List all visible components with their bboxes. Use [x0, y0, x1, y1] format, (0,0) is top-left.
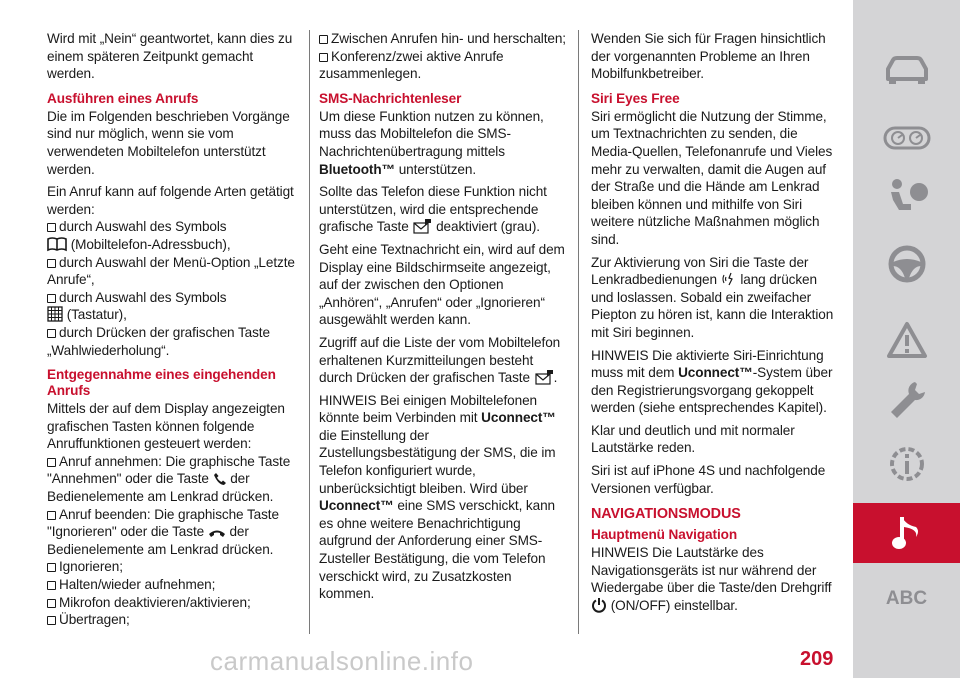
- brand-bluetooth: Bluetooth™: [319, 161, 396, 177]
- chapter-tab-multimedia[interactable]: [853, 503, 960, 563]
- bullet-item: durch Drücken der grafischen Taste „Wahlwiederholung“.: [47, 324, 270, 358]
- bullet-item: Halten/wieder aufnehmen;: [47, 576, 299, 594]
- bullet-box-icon: [47, 259, 56, 268]
- paragraph: Zur Aktivierung von Siri die Taste der Lenkradbedienungen lang drücken und loslassen. Sobald ein zweifacher Piepton zu hören ist, kann die Interaktion mit Siri beginnen.: [591, 254, 834, 340]
- bullet-box-icon: [47, 223, 56, 232]
- paragraph: Klar und deutlich und mit normaler Lautstärke reden.: [591, 422, 795, 456]
- bullet-item: durch Auswahl des Symbols: [47, 289, 299, 307]
- brand-uconnect: Uconnect™: [481, 410, 556, 426]
- chapter-tab-dashboard[interactable]: [853, 108, 960, 168]
- column-divider: [309, 30, 310, 634]
- paragraph: Geht eine Textnachricht ein, wird auf dem Display eine Bildschirmseite angezeigt, auf der zwischen den Optionen „Anhören“, „Anrufen“ oder „Ignorieren“ ausgewählt werden kann.: [319, 241, 565, 328]
- bullet-item: Übertragen;: [47, 611, 299, 629]
- bullet-item: durch Auswahl des Symbols: [47, 218, 299, 236]
- keypad-icon: [47, 306, 63, 322]
- paragraph: Zugriff auf die Liste der vom Mobiltelefon erhaltenen Kurzmitteilungen besteht durch Drücken der grafischen Taste .: [319, 334, 561, 386]
- chapter-tab-maintenance[interactable]: [853, 370, 960, 430]
- paragraph: Siri ermöglicht die Nutzung der Stimme, um Textnachrichten zu senden, die Media-Quellen, Telefonanrufe und Vieles mehr zu verwalten, damit die Augen auf der Straße und die Hände am Lenkrad bleiben können und mithilfe von Siri weitere nützliche Maßnahmen möglich sind.: [591, 108, 833, 247]
- heading-incoming-call: Entgegennahme eines eingehenden Anrufs: [47, 367, 276, 399]
- bullet-box-icon: [47, 616, 56, 625]
- phonebook-icon: [47, 236, 67, 252]
- bullet-box-icon: [319, 53, 328, 62]
- bullet-item: Anruf annehmen: Die graphische Taste "Annehmen" oder die Taste der Bedienelemente am Lenkrad drücken.: [47, 453, 291, 505]
- airbag-icon: [885, 178, 929, 218]
- paragraph: Mittels der auf dem Display angezeigten grafischen Tasten können folgende Anruffunktionen gesteuert werden:: [47, 401, 285, 452]
- watermark: carmanualsonline.info: [210, 646, 474, 676]
- bullet-item: Ignorieren;: [47, 558, 299, 576]
- heading-sms-reader: SMS-Nachrichtenleser: [319, 90, 462, 106]
- bullet-box-icon: [47, 294, 56, 303]
- page-number: 209: [800, 648, 834, 670]
- text-column-1: [47, 30, 299, 629]
- bullet-box-icon: [47, 581, 56, 590]
- bullet-item: Zwischen Anrufen hin- und herschalten;: [319, 30, 568, 48]
- bullet-item: Mikrofon deaktivieren/aktivieren;: [47, 594, 299, 612]
- paragraph: HINWEIS Die Lautstärke des Navigationsgeräts ist nur während der Wiedergabe über die Taste/den Drehgriff (ON/OFF) einstellbar.: [591, 545, 832, 614]
- paragraph: Um diese Funktion nutzen zu können, muss das Mobiltelefon die SMS-Nachrichtenübertragung mittels Bluetooth™ unterstützen.: [319, 108, 544, 177]
- chapter-sidebar: [853, 0, 960, 678]
- chapter-tab-driving[interactable]: [853, 234, 960, 294]
- bullet-box-icon: [47, 329, 56, 338]
- warning-triangle-icon: [885, 320, 929, 360]
- text-column-3: [591, 30, 841, 620]
- chapter-tab-emergency[interactable]: [853, 310, 960, 370]
- bullet-box-icon: [47, 599, 56, 608]
- chapter-tab-vehicle[interactable]: [853, 40, 960, 100]
- bullet-box-icon: [47, 563, 56, 572]
- info-gear-icon: [885, 442, 929, 486]
- paragraph: Wird mit „Nein“ geantwortet, kann dies zu einem späteren Zeitpunkt gemacht werden.: [47, 31, 293, 82]
- column-divider: [578, 30, 579, 634]
- car-icon: [884, 55, 930, 85]
- bullet-box-icon: [47, 511, 56, 520]
- steering-wheel-icon: [887, 244, 927, 284]
- paragraph: Ein Anruf kann auf folgende Arten getätigt werden:: [47, 184, 294, 217]
- chapter-tab-index[interactable]: ABC: [885, 588, 928, 609]
- sms-envelope-icon: [534, 369, 554, 385]
- gauges-icon: [883, 126, 931, 150]
- brand-uconnect: Uconnect™: [678, 365, 753, 381]
- text-column-2: [319, 30, 568, 608]
- phone-hangup-icon: [208, 527, 226, 539]
- brand-uconnect: Uconnect™: [319, 498, 394, 514]
- heading-siri: Siri Eyes Free: [591, 90, 680, 106]
- bullet-item: durch Auswahl der Menü-Option „Letzte Anrufe“,: [47, 254, 295, 288]
- bullet-item: (Mobiltelefon-Adressbuch),: [47, 236, 299, 254]
- bullet-item: (Tastatur),: [47, 306, 299, 324]
- chapter-tab-safety[interactable]: [853, 168, 960, 228]
- power-icon: [591, 597, 607, 613]
- voice-icon: [721, 271, 737, 287]
- bullet-item: Konferenz/zwei aktive Anrufe zusammenlegen.: [319, 48, 504, 82]
- heading-navigation-main-menu: Hauptmenü Navigation: [591, 527, 738, 543]
- heading-making-call: Ausführen eines Anrufs: [47, 90, 199, 106]
- bullet-item: Anruf beenden: Die graphische Taste "Ignorieren" oder die Taste der Bedienelemente am Lenkrad drücken.: [47, 506, 279, 557]
- music-note-icon: [892, 513, 922, 553]
- paragraph: HINWEIS Bei einigen Mobiltelefonen könnte beim Verbinden mit Uconnect™ die Einstellung der Zustellungsbestätigung der SMS, die im Telefon konfiguriert wurde, unberücksichtigt bleiben. Wird über Uconnect™ eine SMS verschickt, kann es ohne weitere Benachrichtigung aufgrund der Anforderung einer SMS-Zusteller Bestätigung, die vom Telefon verschickt wird, zu Zusatzkosten kommen.: [319, 392, 556, 602]
- phone-accept-icon: [213, 472, 227, 486]
- chapter-tab-technical-data[interactable]: [853, 434, 960, 494]
- paragraph: Die im Folgenden beschrieben Vorgänge sind nur möglich, wenn sie vom verwendeten Mobiltelefon unterstützt werden.: [47, 108, 290, 177]
- bullet-box-icon: [319, 35, 328, 44]
- wrench-icon: [887, 378, 927, 422]
- bullet-box-icon: [47, 458, 56, 467]
- paragraph: Siri ist auf iPhone 4S und nachfolgende Versionen verfügbar.: [591, 463, 826, 496]
- heading-navigation-mode: NAVIGATIONSMODUS: [591, 506, 741, 523]
- sms-envelope-icon: [412, 218, 432, 234]
- paragraph: HINWEIS Die aktivierte Siri-Einrichtung muss mit dem Uconnect™-System über den Registrierungsvorgang gekoppelt werden (siehe entsprechendes Kapitel).: [591, 347, 833, 416]
- paragraph: Wenden Sie sich für Fragen hinsichtlich der vorgenannten Probleme an Ihren Mobilfunkbetreiber.: [591, 31, 826, 82]
- paragraph: Sollte das Telefon diese Funktion nicht unterstützen, wird die entsprechende grafische Taste deaktiviert (grau).: [319, 184, 547, 235]
